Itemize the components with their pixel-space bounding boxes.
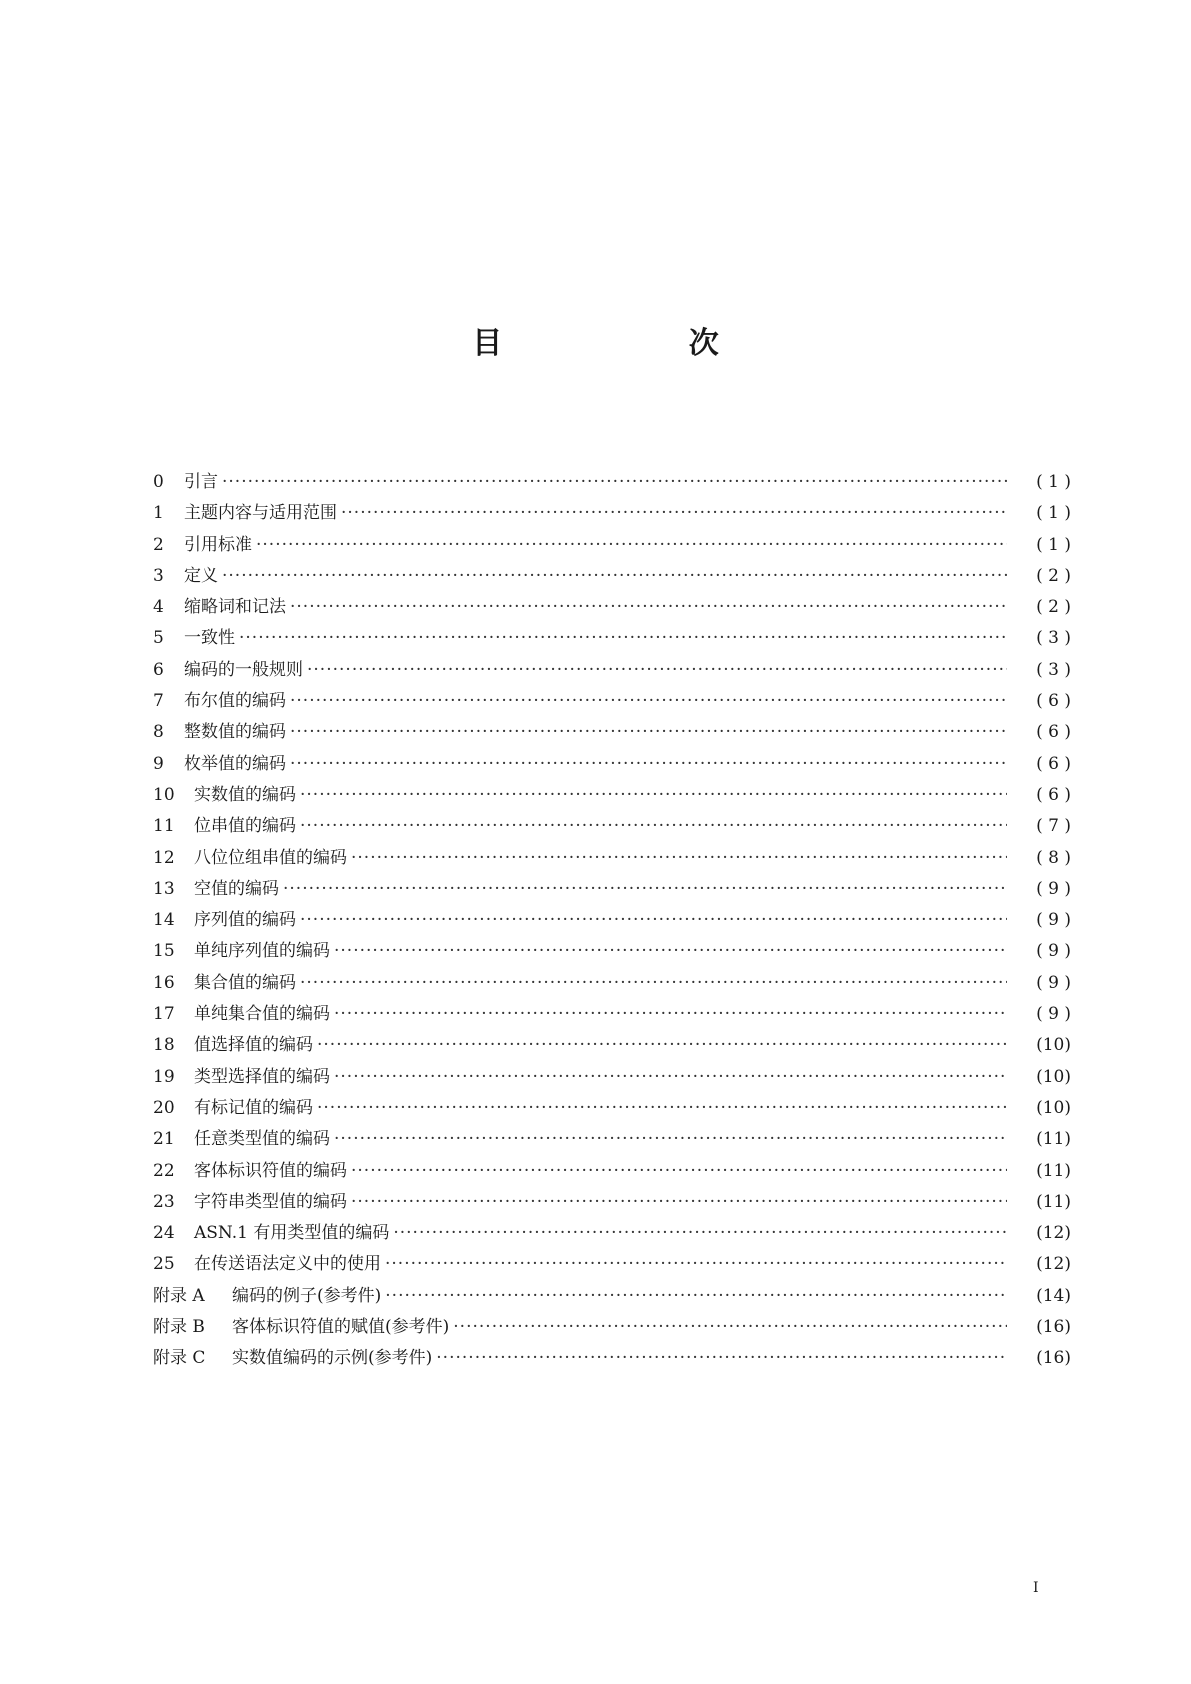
toc-entry-number: 2 (153, 534, 164, 555)
dot-leader (334, 936, 1007, 967)
toc-entry-page: ( 3 ) (1036, 659, 1071, 680)
dot-leader (351, 843, 1007, 874)
dot-leader (385, 1249, 1007, 1280)
toc-entry-title: 序列值的编码 (194, 910, 296, 931)
dot-leader (290, 592, 1007, 623)
toc-entry-page: ( 6 ) (1036, 691, 1071, 712)
toc-entry-page: (11) (1036, 1160, 1071, 1181)
dot-leader (307, 655, 1007, 686)
dot-leader (300, 811, 1007, 842)
toc-entry[interactable] (153, 780, 1071, 811)
toc-entry[interactable] (153, 999, 1071, 1030)
toc-entry-number: 20 (153, 1097, 175, 1118)
toc-entry-number: 12 (153, 847, 175, 868)
toc-entry-number: 10 (153, 784, 175, 805)
toc-entry[interactable] (153, 1093, 1071, 1124)
toc-entry-number: 0 (153, 472, 164, 492)
toc-entry-page: ( 1 ) (1036, 534, 1071, 555)
toc-entry-title: 在传送语法定义中的使用 (194, 1254, 381, 1275)
toc-entry-title: 缩略词和记法 (184, 597, 286, 618)
dot-leader (334, 999, 1007, 1030)
table-of-contents (153, 467, 1071, 1375)
toc-entry-page: (11) (1036, 1129, 1071, 1150)
toc-entry-number: 8 (153, 722, 164, 743)
toc-entry-page: ( 2 ) (1036, 597, 1071, 618)
toc-entry-title: 类型选择值的编码 (194, 1066, 330, 1087)
dot-leader (341, 498, 1007, 529)
toc-entry[interactable] (153, 905, 1071, 936)
toc-entry-title: 编码的一般规则 (184, 659, 303, 680)
dot-leader (393, 1218, 1007, 1249)
toc-entry-title: 实数值的编码 (194, 784, 296, 805)
dot-leader (290, 749, 1007, 780)
toc-entry[interactable] (153, 1312, 1071, 1343)
toc-entry[interactable] (153, 968, 1071, 999)
toc-entry[interactable] (153, 1281, 1071, 1312)
toc-entry-number: 23 (153, 1191, 175, 1212)
toc-entry-number: 附录 C (153, 1348, 206, 1369)
toc-entry-number: 21 (153, 1129, 175, 1150)
toc-entry-title: 有标记值的编码 (194, 1097, 313, 1118)
toc-entry-title: 客体标识符值的赋值(参考件) (232, 1317, 450, 1338)
toc-entry-title: 位串值的编码 (194, 816, 296, 837)
toc-entry-title: 布尔值的编码 (184, 691, 286, 712)
toc-entry-number: 5 (153, 628, 164, 649)
toc-entry-page: ( 9 ) (1036, 878, 1071, 899)
toc-entry[interactable] (153, 686, 1071, 717)
toc-entry[interactable] (153, 1343, 1071, 1374)
dot-leader (334, 1062, 1007, 1093)
toc-entry-page: ( 6 ) (1036, 753, 1071, 774)
toc-entry[interactable] (153, 467, 1071, 498)
dot-leader (239, 623, 1007, 654)
toc-entry-page: ( 6 ) (1036, 722, 1071, 743)
toc-entry-page: ( 9 ) (1036, 972, 1071, 993)
toc-entry-number: 16 (153, 972, 175, 993)
toc-entry-title: 一致性 (184, 628, 235, 649)
dot-leader (222, 561, 1007, 592)
dot-leader (222, 467, 1007, 498)
toc-entry-page: ( 9 ) (1036, 1004, 1071, 1025)
toc-entry[interactable] (153, 592, 1071, 623)
toc-entry-number: 4 (153, 597, 164, 618)
toc-entry[interactable] (153, 749, 1071, 780)
toc-entry-title: 引用标准 (184, 534, 252, 555)
dot-leader (256, 530, 1007, 561)
toc-entry-number: 19 (153, 1066, 175, 1087)
toc-entry-title: 单纯集合值的编码 (194, 1004, 330, 1025)
toc-entry-page: ( 1 ) (1036, 472, 1071, 492)
toc-entry-number: 24 (153, 1223, 175, 1244)
toc-entry[interactable] (153, 936, 1071, 967)
toc-entry-number: 22 (153, 1160, 175, 1181)
page-title: 目 次 (472, 326, 807, 361)
toc-entry[interactable] (153, 874, 1071, 905)
toc-entry[interactable] (153, 811, 1071, 842)
toc-entry-title: 客体标识符值的编码 (194, 1160, 347, 1181)
toc-entry-title: 字符串类型值的编码 (194, 1191, 347, 1212)
toc-entry-page: (12) (1036, 1254, 1071, 1275)
toc-entry-title: 枚举值的编码 (184, 753, 286, 774)
toc-entry-number: 13 (153, 878, 175, 899)
toc-entry-number: 9 (153, 753, 164, 774)
toc-entry-number: 18 (153, 1035, 175, 1056)
toc-entry-page: (16) (1036, 1317, 1071, 1338)
dot-leader (283, 874, 1007, 905)
dot-leader (436, 1343, 1007, 1374)
dot-leader (300, 905, 1007, 936)
toc-entry-number: 14 (153, 910, 175, 931)
dot-leader (351, 1156, 1007, 1187)
toc-entry[interactable] (153, 530, 1071, 561)
toc-entry-number: 6 (153, 659, 164, 680)
toc-entry[interactable] (153, 1030, 1071, 1061)
toc-entry-page: ( 9 ) (1036, 910, 1071, 931)
toc-entry-number: 25 (153, 1254, 175, 1275)
toc-entry-page: (10) (1036, 1097, 1071, 1118)
toc-entry-number: 11 (153, 816, 175, 837)
toc-entry-page: ( 2 ) (1036, 565, 1071, 586)
toc-entry-number: 17 (153, 1004, 175, 1025)
toc-entry-title: 主题内容与适用范围 (184, 503, 337, 524)
dot-leader (317, 1093, 1007, 1124)
toc-entry[interactable] (153, 655, 1071, 686)
toc-entry-number: 3 (153, 565, 164, 586)
toc-entry-number: 附录 A (153, 1285, 205, 1306)
toc-entry-page: (10) (1036, 1066, 1071, 1087)
toc-entry-title: 集合值的编码 (194, 972, 296, 993)
toc-entry-page: ( 8 ) (1036, 847, 1071, 868)
toc-entry-title: 定义 (184, 565, 218, 586)
toc-entry[interactable] (153, 843, 1071, 874)
toc-entry-title: 单纯序列值的编码 (194, 941, 330, 962)
toc-entry-page: ( 3 ) (1036, 628, 1071, 649)
toc-entry-title: 值选择值的编码 (194, 1035, 313, 1056)
toc-entry[interactable] (153, 561, 1071, 592)
toc-entry-page: ( 1 ) (1036, 503, 1071, 524)
toc-entry[interactable] (153, 1062, 1071, 1093)
toc-entry-page: ( 9 ) (1036, 941, 1071, 962)
dot-leader (317, 1030, 1007, 1061)
toc-entry-title: 引言 (184, 472, 218, 492)
dot-leader (300, 780, 1007, 811)
toc-entry-number: 15 (153, 941, 175, 962)
toc-entry[interactable] (153, 623, 1071, 654)
toc-entry-title: 实数值编码的示例(参考件) (232, 1348, 433, 1369)
dot-leader (385, 1281, 1007, 1312)
toc-entry[interactable] (153, 1187, 1071, 1218)
dot-leader (334, 1124, 1007, 1155)
toc-entry[interactable] (153, 1156, 1071, 1187)
toc-entry-number: 附录 B (153, 1317, 205, 1338)
dot-leader (453, 1312, 1007, 1343)
toc-entry[interactable] (153, 1218, 1071, 1249)
toc-entry-page: (11) (1036, 1191, 1071, 1212)
toc-entry[interactable] (153, 1124, 1071, 1155)
toc-entry-title: 整数值的编码 (184, 722, 286, 743)
toc-entry-title: 空值的编码 (194, 878, 279, 899)
toc-entry-page: (16) (1036, 1348, 1071, 1369)
toc-entry-number: 1 (153, 503, 164, 524)
toc-entry-number: 7 (153, 691, 164, 712)
dot-leader (351, 1187, 1007, 1218)
toc-entry-page: (10) (1036, 1035, 1071, 1056)
toc-entry-title: ASN.1 有用类型值的编码 (194, 1223, 390, 1244)
toc-entry-title: 任意类型值的编码 (194, 1129, 330, 1150)
toc-entry[interactable] (153, 717, 1071, 748)
toc-entry[interactable] (153, 498, 1071, 529)
dot-leader (290, 717, 1007, 748)
toc-entry-page: ( 7 ) (1036, 816, 1071, 837)
toc-entry-title: 编码的例子(参考件) (232, 1285, 382, 1306)
toc-entry[interactable] (153, 1249, 1071, 1280)
toc-entry-page: (14) (1036, 1285, 1071, 1306)
page-number: I (1033, 1580, 1039, 1596)
dot-leader (290, 686, 1007, 717)
toc-entry-title: 八位位组串值的编码 (194, 847, 347, 868)
dot-leader (300, 968, 1007, 999)
toc-entry-page: (12) (1036, 1223, 1071, 1244)
toc-entry-page: ( 6 ) (1036, 784, 1071, 805)
